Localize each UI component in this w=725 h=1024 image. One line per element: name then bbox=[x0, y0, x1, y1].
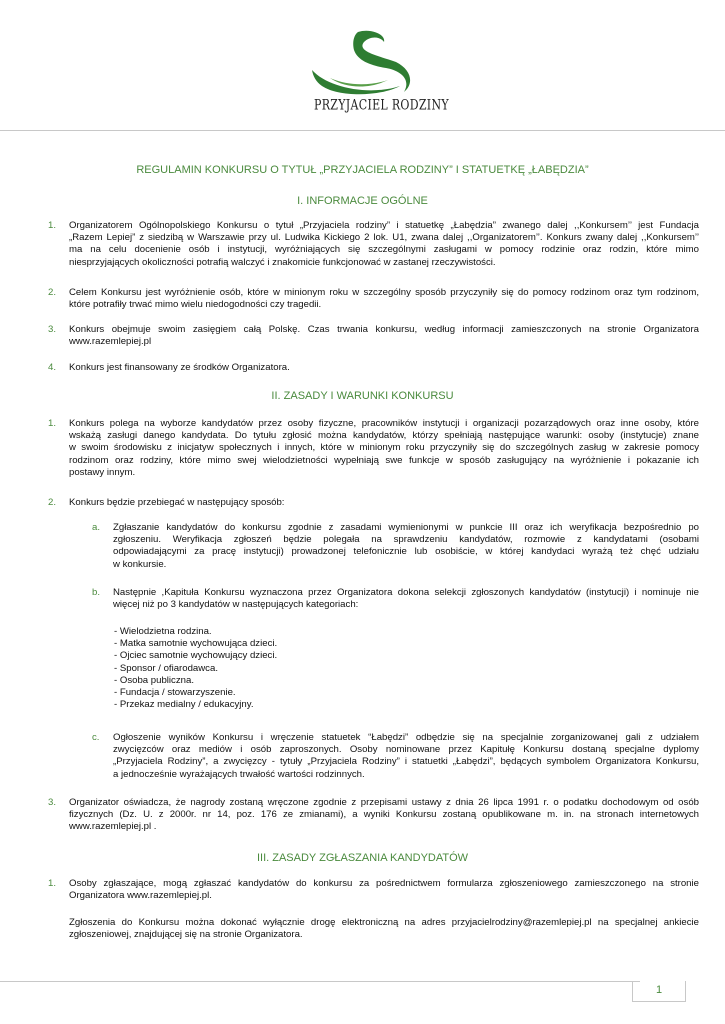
item-number: 3. bbox=[48, 797, 57, 808]
text-line: ma na celu docenienie osób i instytucji, wyróżniających się szczególnymi zasługami w pomocy rodzinie oraz rodzin, które mimo bbox=[69, 244, 699, 256]
section-2-item-2 bbox=[69, 497, 699, 509]
logo bbox=[300, 26, 449, 121]
section-3-item-1 bbox=[69, 878, 699, 902]
text-line: „Przyjaciela Rodziny”, a zwycięzcy - tytuły „Przyjaciela Rodziny” i statuetki „Łabędzi”, będących symbolem Organizatora Konkursu, bbox=[113, 756, 699, 768]
text-line: Zgłaszanie kandydatów do konkursu zgodnie z zasadami wymienionymi w punkcie III oraz ich weryfikacja bezpośrednio po bbox=[113, 522, 699, 533]
item-number: 1. bbox=[48, 220, 57, 231]
logo-text: PRZYJACIEL RODZINY bbox=[314, 97, 449, 114]
text-line: Organizatora www.razemlepiej.pl. bbox=[69, 890, 212, 902]
section-1-item-2 bbox=[69, 287, 699, 311]
text-line: postawy innym. bbox=[69, 466, 136, 478]
category-item: - Matka samotnie wychowująca dzieci. bbox=[114, 638, 278, 650]
subitem-letter: a. bbox=[92, 522, 101, 533]
text-line: które potrafiły trwać mimo wielu niedogodności czy tragedii. bbox=[69, 299, 322, 311]
text-line: w swoim środowisku z inicjatyw społecznych i innych, które w minionym roku przyczyniły się do szczególnych zasług w zakresie pomocy bbox=[69, 442, 699, 454]
subitem-letter: c. bbox=[92, 732, 100, 743]
section-1-item-4 bbox=[69, 362, 699, 374]
document-title: REGULAMIN KONKURSU O TYTUŁ „PRZYJACIELA RODZINY” I STATUETKĘ „ŁABĘDZIA” bbox=[136, 164, 589, 176]
text-line: w konkursie. bbox=[113, 558, 167, 570]
section-2-subitem-a bbox=[113, 522, 699, 571]
text-line: Organizator oświadcza, że nagrody zostaną wręczone zgodnie z przepisami ustawy z dnia 26 lipca 1991 r. o podatku dochodowym od osób bbox=[69, 797, 699, 808]
text-line: Organizatorem Ogólnopolskiego Konkursu o tytuł „Przyjaciela rodziny” i statuetkę „Łabędzia” zwanego dalej ,,Konkursem’’ jest Fundacja bbox=[69, 220, 699, 231]
section-2-item-3 bbox=[69, 797, 699, 834]
text-line: a jednocześnie wyrażających trwałość wartości rodzinnych. bbox=[113, 768, 365, 780]
item-number: 1. bbox=[48, 418, 57, 429]
item-number: 2. bbox=[48, 497, 57, 508]
text-line: Konkurs będzie przebiegać w następujący sposób: bbox=[69, 497, 285, 508]
text-line: www.razemlepiej.pl bbox=[69, 336, 152, 348]
text-line: Następnie ,Kapituła Konkursu wyznaczona przez Organizatora dokona selekcji zgłoszonych kandydatów (instytucji) i nominuje nie bbox=[113, 587, 699, 598]
category-item: - Fundacja / stowarzyszenie. bbox=[114, 687, 236, 699]
header-divider bbox=[0, 130, 725, 131]
section-heading-2: II. ZASADY I WARUNKI KONKURSU bbox=[271, 390, 454, 402]
text-line: wskażą zasługi danego kandydata. Do tytułu zgłosić można kandydatów, którzy spełniają następujące warunki: osoby (instytucje) znane bbox=[69, 430, 699, 442]
swan-logo-icon bbox=[300, 26, 440, 106]
page-number: 1 bbox=[632, 981, 686, 1002]
text-line: odpowiadającymi za pracę instytucji) prowadzonej telefonicznie lub osobiście, w której kandydaci wyrażą też chęć udziału bbox=[113, 546, 699, 558]
text-line: Konkurs obejmuje swoim zasięgiem całą Polskę. Czas trwania konkursu, według informacji zamieszczonych na stronie Organizatora bbox=[69, 324, 699, 335]
section-3-paragraph bbox=[69, 917, 699, 941]
category-item: - Ojciec samotnie wychowujący dzieci. bbox=[114, 650, 278, 662]
item-number: 2. bbox=[48, 287, 57, 298]
text-line: fizycznych (Dz. U. z 2000r. nr 14, poz. 176 ze zmianami), a wyniki Konkursu zostaną opublikowane m. in. na stronach internetowych bbox=[69, 809, 699, 821]
text-line: rodzinom oraz rodziny, które mimo swej wielodzietności wypełniają swe funkcje w sposób zasługujący na wyróżnienie i pokazanie ich bbox=[69, 454, 699, 466]
text-line: niesprzyjających okoliczności potrafią walczyć i znakomicie funkcjonować w zastanej rzeczywistości. bbox=[69, 256, 496, 268]
item-number: 4. bbox=[48, 362, 57, 373]
text-line: Osoby zgłaszające, mogą zgłaszać kandydatów do konkursu za pośrednictwem formularza zgłoszeniowego zamieszczonego na stronie bbox=[69, 878, 699, 889]
section-2-subitem-c bbox=[113, 732, 699, 781]
text-line: Ogłoszenie wyników Konkursu i wręczenie statuetek “Łabędzi” odbędzie się na specjalnie zorganizowanej gali z udziałem bbox=[113, 732, 699, 743]
text-line: www.razemlepiej.pl . bbox=[69, 821, 157, 833]
text-line: „Razem Lepiej” z siedzibą w Warszawie przy ul. Ludwika Kickiego 2 lok. U1, zwana dalej ,,Organizatorem’’. Konkurs zwany dalej ,,Konkursem’’ bbox=[69, 232, 699, 244]
category-item: - Przekaz medialny / edukacyjny. bbox=[114, 699, 254, 711]
section-1-item-3 bbox=[69, 324, 699, 348]
text-line: Celem Konkursu jest wyróżnienie osób, które w minionym roku w szczególny sposób przyczyniły się do pomocy rodzinom oraz tym rodzinom, bbox=[69, 287, 699, 298]
section-2-subitem-b bbox=[113, 587, 699, 611]
category-item: - Wielodzietna rodzina. bbox=[114, 626, 212, 637]
text-line: Zgłoszenia do Konkursu można dokonać wyłącznie drogę elektroniczną na adres przyjacielrodziny@razemlepiej.pl na specjalnej ankiecie bbox=[69, 917, 699, 928]
text-line: Konkurs jest finansowany ze środków Organizatora. bbox=[69, 362, 290, 373]
text-line: zgłoszeniu. Weryfikacja zgłoszeń będzie polegała na sprawdzeniu kandydatów, rozmowie z kandydatami (osobami bbox=[113, 534, 699, 546]
section-1-item-1 bbox=[69, 220, 699, 269]
subitem-letter: b. bbox=[92, 587, 101, 598]
text-line: więcej niż po 3 kandydatów w następujących kategoriach: bbox=[113, 599, 359, 611]
category-item: - Sponsor / ofiarodawca. bbox=[114, 662, 218, 674]
category-list bbox=[114, 626, 277, 711]
item-number: 3. bbox=[48, 324, 57, 335]
section-heading-3: III. ZASADY ZGŁASZANIA KANDYDATÓW bbox=[256, 852, 469, 864]
section-2-item-1 bbox=[69, 418, 699, 479]
text-line: zwycięzców oraz mediów i osób zaproszonych. Osoby nominowane przez Kapitułę Konkursu dostaną specjalne dyplomy bbox=[113, 744, 699, 756]
section-heading-1: I. INFORMACJE OGÓLNE bbox=[297, 195, 428, 207]
category-item: - Osoba publiczna. bbox=[114, 674, 194, 686]
footer-divider bbox=[0, 981, 640, 982]
item-number: 1. bbox=[48, 878, 57, 889]
text-line: zgłoszeniowej, znajdującej się na stronie Organizatora. bbox=[69, 929, 303, 941]
text-line: Konkurs polega na wyborze kandydatów przez osoby fizyczne, pracowników instytucji i organizacji pozarządowych oraz inne osoby, które bbox=[69, 418, 699, 429]
